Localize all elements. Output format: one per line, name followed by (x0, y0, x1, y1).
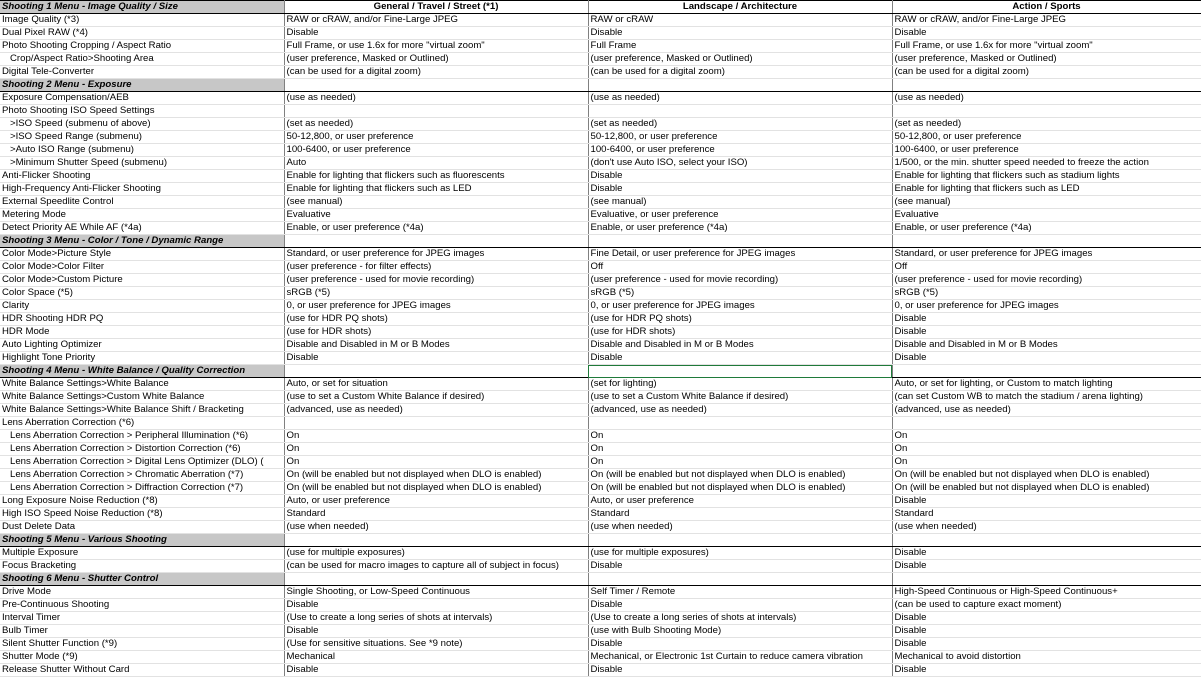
action-value-cell[interactable]: Enable for lighting that flickers such as LED (892, 183, 1201, 196)
table-row (0, 131, 1201, 144)
action-value-cell[interactable]: High-Speed Continuous or High-Speed Continuous+ (892, 586, 1201, 599)
table-row (0, 53, 1201, 66)
setting-name-cell[interactable]: Bulb Timer (0, 625, 284, 638)
action-value-cell[interactable]: Standard (892, 508, 1201, 521)
section-header-cell[interactable]: Shooting 4 Menu - White Balance / Quality Correction (0, 365, 284, 378)
cell[interactable] (892, 534, 1201, 547)
setting-name-cell[interactable]: Photo Shooting ISO Speed Settings (0, 105, 284, 118)
landscape-value-cell[interactable]: (don't use Auto ISO, select your ISO) (588, 157, 892, 170)
landscape-value-cell[interactable]: Disable (588, 352, 892, 365)
table-row (0, 352, 1201, 365)
action-value-cell[interactable]: Disable and Disabled in M or B Modes (892, 339, 1201, 352)
table-row (0, 664, 1201, 677)
landscape-value-cell[interactable]: Evaluative, or user preference (588, 209, 892, 222)
table-row (0, 183, 1201, 196)
landscape-value-cell[interactable]: (Use to create a long series of shots at intervals) (588, 612, 892, 625)
table-row (0, 547, 1201, 560)
action-value-cell[interactable]: Disable (892, 313, 1201, 326)
action-value-cell[interactable]: Disable (892, 352, 1201, 365)
general-value-cell[interactable]: Auto (284, 157, 588, 170)
general-value-cell[interactable]: (use for multiple exposures) (284, 547, 588, 560)
table-row (0, 157, 1201, 170)
action-value-cell[interactable]: RAW or cRAW, and/or Fine-Large JPEG (892, 14, 1201, 27)
general-value-cell[interactable]: (use for HDR PQ shots) (284, 313, 588, 326)
setting-name-cell[interactable]: Highlight Tone Priority (0, 352, 284, 365)
action-value-cell[interactable]: Disable (892, 547, 1201, 560)
action-value-cell[interactable]: Evaluative (892, 209, 1201, 222)
landscape-value-cell[interactable]: Mechanical, or Electronic 1st Curtain to reduce camera vibration (588, 651, 892, 664)
table-row (0, 66, 1201, 79)
action-value-cell[interactable]: (use when needed) (892, 521, 1201, 534)
setting-name-cell[interactable]: Image Quality (*3) (0, 14, 284, 27)
general-value-cell[interactable]: Disable (284, 664, 588, 677)
general-value-cell[interactable]: 50-12,800, or user preference (284, 131, 588, 144)
landscape-value-cell[interactable]: Full Frame (588, 40, 892, 53)
landscape-value-cell[interactable]: Disable (588, 664, 892, 677)
general-value-cell[interactable]: (user preference, Masked or Outlined) (284, 53, 588, 66)
table-row (0, 118, 1201, 131)
setting-name-cell[interactable]: >Auto ISO Range (submenu) (0, 144, 284, 157)
table-row (0, 482, 1201, 495)
landscape-value-cell[interactable]: On (588, 443, 892, 456)
action-value-cell[interactable]: Disable (892, 495, 1201, 508)
general-value-cell[interactable]: (use as needed) (284, 92, 588, 105)
landscape-value-cell[interactable]: (use for multiple exposures) (588, 547, 892, 560)
setting-name-cell[interactable]: Multiple Exposure (0, 547, 284, 560)
setting-name-cell[interactable]: Detect Priority AE While AF (*4a) (0, 222, 284, 235)
landscape-value-cell[interactable]: (set for lighting) (588, 378, 892, 391)
setting-name-cell[interactable]: Color Space (*5) (0, 287, 284, 300)
section-header-cell[interactable]: Shooting 1 Menu - Image Quality / Size (0, 1, 284, 14)
landscape-value-cell[interactable]: On (588, 430, 892, 443)
table-row (0, 248, 1201, 261)
setting-name-cell[interactable]: Lens Aberration Correction > Peripheral Illumination (*6) (0, 430, 284, 443)
cell[interactable] (588, 235, 892, 248)
setting-name-cell[interactable]: Lens Aberration Correction > Distortion Correction (*6) (0, 443, 284, 456)
landscape-value-cell[interactable]: sRGB (*5) (588, 287, 892, 300)
table-row (0, 391, 1201, 404)
action-value-cell[interactable]: 100-6400, or user preference (892, 144, 1201, 157)
setting-name-cell[interactable]: Digital Tele-Converter (0, 66, 284, 79)
cell[interactable] (892, 79, 1201, 92)
action-value-cell[interactable]: (use as needed) (892, 92, 1201, 105)
table-row (0, 521, 1201, 534)
table-row (0, 170, 1201, 183)
column-header-landscape[interactable]: Landscape / Architecture (588, 1, 892, 14)
setting-name-cell[interactable]: Anti-Flicker Shooting (0, 170, 284, 183)
cell[interactable] (588, 534, 892, 547)
action-value-cell[interactable]: (advanced, use as needed) (892, 404, 1201, 417)
landscape-value-cell[interactable]: On (588, 456, 892, 469)
landscape-value-cell[interactable]: (can be used for a digital zoom) (588, 66, 892, 79)
setting-name-cell[interactable]: Dual Pixel RAW (*4) (0, 27, 284, 40)
action-value-cell[interactable]: Disable (892, 612, 1201, 625)
landscape-value-cell[interactable]: (user preference, Masked or Outlined) (588, 53, 892, 66)
cell[interactable] (892, 235, 1201, 248)
general-value-cell[interactable]: sRGB (*5) (284, 287, 588, 300)
setting-name-cell[interactable]: HDR Shooting HDR PQ (0, 313, 284, 326)
action-value-cell[interactable]: Off (892, 261, 1201, 274)
action-value-cell[interactable]: Disable (892, 326, 1201, 339)
table-row (0, 638, 1201, 651)
table-row (0, 105, 1201, 118)
general-value-cell[interactable]: Full Frame, or use 1.6x for more "virtual zoom" (284, 40, 588, 53)
section-header-cell[interactable]: Shooting 6 Menu - Shutter Control (0, 573, 284, 586)
setting-name-cell[interactable]: Lens Aberration Correction > Digital Lens Optimizer (DLO) ( (0, 456, 284, 469)
landscape-value-cell[interactable]: 50-12,800, or user preference (588, 131, 892, 144)
table-row (0, 651, 1201, 664)
setting-name-cell[interactable]: Metering Mode (0, 209, 284, 222)
general-value-cell[interactable]: Auto, or user preference (284, 495, 588, 508)
setting-name-cell[interactable]: Silent Shutter Function (*9) (0, 638, 284, 651)
general-value-cell[interactable]: (advanced, use as needed) (284, 404, 588, 417)
action-value-cell[interactable]: 0, or user preference for JPEG images (892, 300, 1201, 313)
general-value-cell[interactable]: (can be used for macro images to capture all of subject in focus) (284, 560, 588, 573)
table-row (0, 287, 1201, 300)
table-row (0, 339, 1201, 352)
general-value-cell[interactable]: On (284, 430, 588, 443)
landscape-value-cell[interactable]: On (will be enabled but not displayed when DLO is enabled) (588, 482, 892, 495)
table-row (0, 261, 1201, 274)
landscape-value-cell[interactable]: Disable (588, 599, 892, 612)
setting-name-cell[interactable]: Photo Shooting Cropping / Aspect Ratio (0, 40, 284, 53)
action-value-cell[interactable]: Enable, or user preference (*4a) (892, 222, 1201, 235)
landscape-value-cell[interactable] (588, 417, 892, 430)
column-header-action[interactable]: Action / Sports (892, 1, 1201, 14)
general-value-cell[interactable]: (can be used for a digital zoom) (284, 66, 588, 79)
landscape-value-cell[interactable]: (advanced, use as needed) (588, 404, 892, 417)
general-value-cell[interactable]: On (will be enabled but not displayed when DLO is enabled) (284, 469, 588, 482)
action-value-cell[interactable]: (see manual) (892, 196, 1201, 209)
landscape-value-cell[interactable]: Disable (588, 560, 892, 573)
setting-name-cell[interactable]: White Balance Settings>White Balance (0, 378, 284, 391)
table-row (0, 313, 1201, 326)
action-value-cell[interactable]: (user preference - used for movie recording) (892, 274, 1201, 287)
setting-name-cell[interactable]: Lens Aberration Correction > Chromatic Aberration (*7) (0, 469, 284, 482)
setting-name-cell[interactable]: Auto Lighting Optimizer (0, 339, 284, 352)
general-value-cell[interactable]: RAW or cRAW, and/or Fine-Large JPEG (284, 14, 588, 27)
table-row (0, 508, 1201, 521)
general-value-cell[interactable]: (use when needed) (284, 521, 588, 534)
landscape-value-cell[interactable] (588, 105, 892, 118)
column-header-general[interactable]: General / Travel / Street (*1) (284, 1, 588, 14)
action-value-cell[interactable]: Disable (892, 560, 1201, 573)
landscape-value-cell[interactable]: RAW or cRAW (588, 14, 892, 27)
general-value-cell[interactable]: (Use for sensitive situations. See *9 note) (284, 638, 588, 651)
landscape-value-cell[interactable]: Auto, or user preference (588, 495, 892, 508)
setting-name-cell[interactable]: Color Mode>Picture Style (0, 248, 284, 261)
setting-name-cell[interactable]: Long Exposure Noise Reduction (*8) (0, 495, 284, 508)
section-header-row (0, 534, 1201, 547)
table-row (0, 196, 1201, 209)
general-value-cell[interactable]: On (284, 443, 588, 456)
general-value-cell[interactable]: (user preference - used for movie recording) (284, 274, 588, 287)
general-value-cell[interactable]: Enable for lighting that flickers such as LED (284, 183, 588, 196)
cell[interactable] (892, 365, 1201, 378)
action-value-cell[interactable]: Full Frame, or use 1.6x for more "virtual zoom" (892, 40, 1201, 53)
cell[interactable] (284, 573, 588, 586)
table-row (0, 300, 1201, 313)
section-header-cell[interactable]: Shooting 3 Menu - Color / Tone / Dynamic Range (0, 235, 284, 248)
landscape-value-cell[interactable]: Enable, or user preference (*4a) (588, 222, 892, 235)
general-value-cell[interactable]: 0, or user preference for JPEG images (284, 300, 588, 313)
landscape-value-cell[interactable]: (use when needed) (588, 521, 892, 534)
general-value-cell[interactable]: (use for HDR shots) (284, 326, 588, 339)
table-row (0, 586, 1201, 599)
table-row (0, 560, 1201, 573)
landscape-value-cell[interactable]: (use as needed) (588, 92, 892, 105)
general-value-cell[interactable]: Disable (284, 27, 588, 40)
sheet-body (0, 1, 1201, 677)
action-value-cell[interactable]: Standard, or user preference for JPEG images (892, 248, 1201, 261)
setting-name-cell[interactable]: White Balance Settings>Custom White Balance (0, 391, 284, 404)
action-value-cell[interactable]: Disable (892, 27, 1201, 40)
general-value-cell[interactable]: On (284, 456, 588, 469)
table-row (0, 404, 1201, 417)
cell[interactable] (588, 573, 892, 586)
general-value-cell[interactable]: On (will be enabled but not displayed when DLO is enabled) (284, 482, 588, 495)
general-value-cell[interactable]: 100-6400, or user preference (284, 144, 588, 157)
setting-name-cell[interactable]: Clarity (0, 300, 284, 313)
action-value-cell[interactable]: Enable for lighting that flickers such as stadium lights (892, 170, 1201, 183)
general-value-cell[interactable] (284, 417, 588, 430)
landscape-value-cell[interactable]: (see manual) (588, 196, 892, 209)
action-value-cell[interactable]: On (will be enabled but not displayed when DLO is enabled) (892, 482, 1201, 495)
landscape-value-cell[interactable]: Off (588, 261, 892, 274)
table-row (0, 144, 1201, 157)
table-row (0, 378, 1201, 391)
action-value-cell[interactable]: (user preference, Masked or Outlined) (892, 53, 1201, 66)
general-value-cell[interactable]: Auto, or set for situation (284, 378, 588, 391)
action-value-cell[interactable]: (can be used to capture exact moment) (892, 599, 1201, 612)
general-value-cell[interactable] (284, 105, 588, 118)
setting-name-cell[interactable]: White Balance Settings>White Balance Shift / Bracketing (0, 404, 284, 417)
action-value-cell[interactable]: Disable (892, 664, 1201, 677)
section-header-row (0, 235, 1201, 248)
general-value-cell[interactable]: Single Shooting, or Low-Speed Continuous (284, 586, 588, 599)
action-value-cell[interactable]: (can set Custom WB to match the stadium / arena lighting) (892, 391, 1201, 404)
general-value-cell[interactable]: (Use to create a long series of shots at intervals) (284, 612, 588, 625)
setting-name-cell[interactable]: Exposure Compensation/AEB (0, 92, 284, 105)
general-value-cell[interactable]: (use to set a Custom White Balance if desired) (284, 391, 588, 404)
action-value-cell[interactable]: On (892, 443, 1201, 456)
table-row (0, 92, 1201, 105)
general-value-cell[interactable]: (user preference - for filter effects) (284, 261, 588, 274)
table-row (0, 469, 1201, 482)
setting-name-cell[interactable]: >ISO Speed (submenu of above) (0, 118, 284, 131)
column-header-row (0, 1, 1201, 14)
general-value-cell[interactable]: (set as needed) (284, 118, 588, 131)
action-value-cell[interactable]: 1/500, or the min. shutter speed needed to freeze the action (892, 157, 1201, 170)
table-row (0, 443, 1201, 456)
setting-name-cell[interactable]: Pre-Continuous Shooting (0, 599, 284, 612)
setting-name-cell[interactable]: Crop/Aspect Ratio>Shooting Area (0, 53, 284, 66)
general-value-cell[interactable]: Disable (284, 352, 588, 365)
landscape-value-cell[interactable]: (use to set a Custom White Balance if desired) (588, 391, 892, 404)
landscape-value-cell[interactable]: 100-6400, or user preference (588, 144, 892, 157)
table-row (0, 612, 1201, 625)
landscape-value-cell[interactable]: Disable (588, 170, 892, 183)
section-header-row (0, 365, 1201, 378)
action-value-cell[interactable]: (set as needed) (892, 118, 1201, 131)
cell[interactable] (588, 79, 892, 92)
landscape-value-cell[interactable]: Disable (588, 638, 892, 651)
general-value-cell[interactable]: Enable, or user preference (*4a) (284, 222, 588, 235)
setting-name-cell[interactable]: External Speedlite Control (0, 196, 284, 209)
general-value-cell[interactable]: Disable (284, 625, 588, 638)
setting-name-cell[interactable]: High-Frequency Anti-Flicker Shooting (0, 183, 284, 196)
table-row (0, 430, 1201, 443)
setting-name-cell[interactable]: Lens Aberration Correction > Diffraction Correction (*7) (0, 482, 284, 495)
setting-name-cell[interactable]: HDR Mode (0, 326, 284, 339)
action-value-cell[interactable]: Disable (892, 625, 1201, 638)
general-value-cell[interactable]: Standard, or user preference for JPEG images (284, 248, 588, 261)
action-value-cell[interactable]: On (892, 430, 1201, 443)
setting-name-cell[interactable]: Release Shutter Without Card (0, 664, 284, 677)
setting-name-cell[interactable]: Color Mode>Color Filter (0, 261, 284, 274)
landscape-value-cell[interactable]: Disable and Disabled in M or B Modes (588, 339, 892, 352)
table-row (0, 274, 1201, 287)
section-header-row (0, 573, 1201, 586)
cell[interactable] (892, 573, 1201, 586)
landscape-value-cell[interactable]: (use for HDR shots) (588, 326, 892, 339)
landscape-value-cell[interactable]: 0, or user preference for JPEG images (588, 300, 892, 313)
landscape-value-cell[interactable]: Fine Detail, or user preference for JPEG images (588, 248, 892, 261)
general-value-cell[interactable]: Evaluative (284, 209, 588, 222)
setting-name-cell[interactable]: Interval Timer (0, 612, 284, 625)
setting-name-cell[interactable]: Lens Aberration Correction (*6) (0, 417, 284, 430)
action-value-cell[interactable]: On (will be enabled but not displayed when DLO is enabled) (892, 469, 1201, 482)
table-row (0, 209, 1201, 222)
table-row (0, 625, 1201, 638)
action-value-cell[interactable]: 50-12,800, or user preference (892, 131, 1201, 144)
landscape-value-cell[interactable]: (use for HDR PQ shots) (588, 313, 892, 326)
setting-name-cell[interactable]: Shutter Mode (*9) (0, 651, 284, 664)
action-value-cell[interactable]: (can be used for a digital zoom) (892, 66, 1201, 79)
section-header-row (0, 79, 1201, 92)
landscape-value-cell[interactable]: (use with Bulb Shooting Mode) (588, 625, 892, 638)
action-value-cell[interactable]: Disable (892, 638, 1201, 651)
landscape-value-cell[interactable]: Disable (588, 27, 892, 40)
general-value-cell[interactable]: Disable and Disabled in M or B Modes (284, 339, 588, 352)
table-row (0, 599, 1201, 612)
table-row (0, 27, 1201, 40)
cell[interactable] (284, 534, 588, 547)
action-value-cell[interactable] (892, 105, 1201, 118)
setting-name-cell[interactable]: Dust Delete Data (0, 521, 284, 534)
general-value-cell[interactable]: Mechanical (284, 651, 588, 664)
cell[interactable] (284, 235, 588, 248)
section-header-cell[interactable]: Shooting 5 Menu - Various Shooting (0, 534, 284, 547)
setting-name-cell[interactable]: >ISO Speed Range (submenu) (0, 131, 284, 144)
table-row (0, 417, 1201, 430)
table-row (0, 40, 1201, 53)
action-value-cell[interactable]: sRGB (*5) (892, 287, 1201, 300)
setting-name-cell[interactable]: Focus Bracketing (0, 560, 284, 573)
cell[interactable] (284, 365, 588, 378)
setting-name-cell[interactable]: High ISO Speed Noise Reduction (*8) (0, 508, 284, 521)
landscape-value-cell[interactable]: Standard (588, 508, 892, 521)
general-value-cell[interactable]: (see manual) (284, 196, 588, 209)
cell[interactable] (588, 365, 892, 378)
general-value-cell[interactable]: Standard (284, 508, 588, 521)
table-row (0, 222, 1201, 235)
setting-name-cell[interactable]: >Minimum Shutter Speed (submenu) (0, 157, 284, 170)
general-value-cell[interactable]: Enable for lighting that flickers such as fluorescents (284, 170, 588, 183)
section-header-cell[interactable]: Shooting 2 Menu - Exposure (0, 79, 284, 92)
landscape-value-cell[interactable]: Self Timer / Remote (588, 586, 892, 599)
setting-name-cell[interactable]: Drive Mode (0, 586, 284, 599)
cell[interactable] (284, 79, 588, 92)
table-row (0, 326, 1201, 339)
action-value-cell[interactable]: Mechanical to avoid distortion (892, 651, 1201, 664)
action-value-cell[interactable]: Auto, or set for lighting, or Custom to match lighting (892, 378, 1201, 391)
table-row (0, 14, 1201, 27)
setting-name-cell[interactable]: Color Mode>Custom Picture (0, 274, 284, 287)
action-value-cell[interactable] (892, 417, 1201, 430)
action-value-cell[interactable]: On (892, 456, 1201, 469)
general-value-cell[interactable]: Disable (284, 599, 588, 612)
landscape-value-cell[interactable]: (user preference - used for movie recording) (588, 274, 892, 287)
landscape-value-cell[interactable]: (set as needed) (588, 118, 892, 131)
landscape-value-cell[interactable]: On (will be enabled but not displayed when DLO is enabled) (588, 469, 892, 482)
landscape-value-cell[interactable]: Disable (588, 183, 892, 196)
table-row (0, 456, 1201, 469)
table-row (0, 495, 1201, 508)
